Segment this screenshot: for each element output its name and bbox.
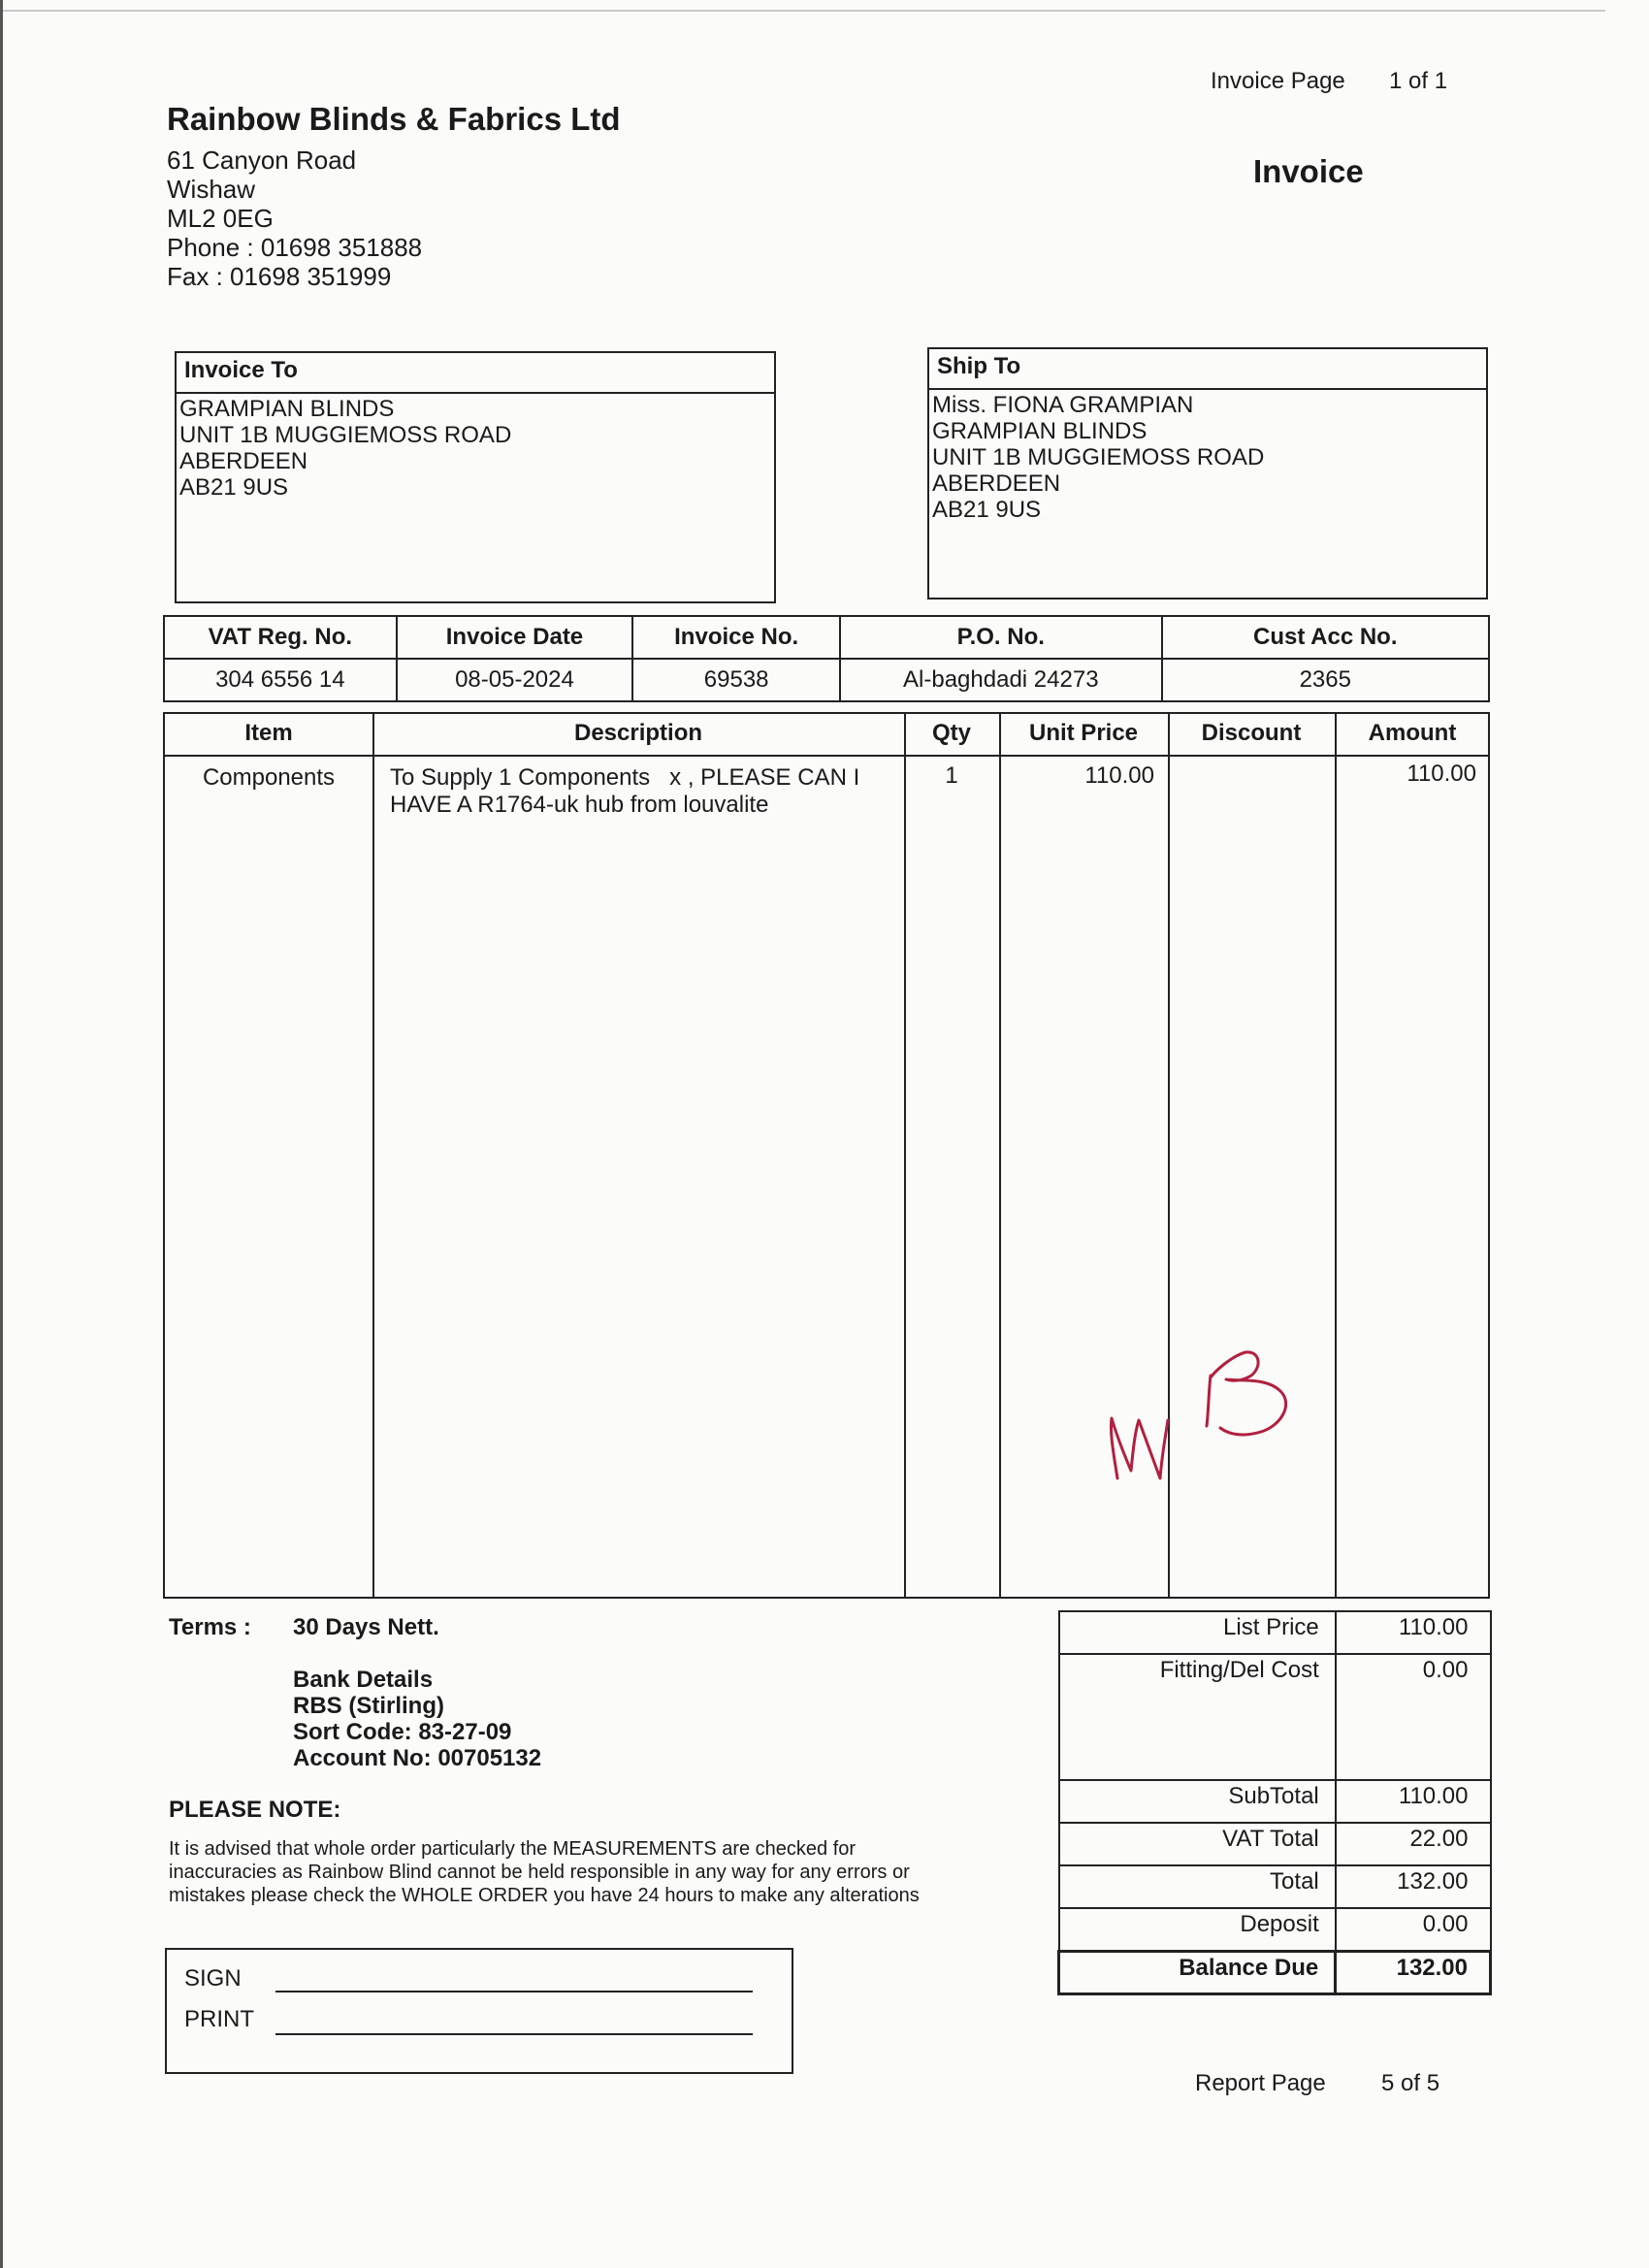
fitting-label: Fitting/Del Cost	[1059, 1654, 1336, 1780]
handwritten-initials	[1096, 1337, 1329, 1511]
totals-table	[1057, 1610, 1492, 1995]
sign-line	[275, 1991, 753, 1993]
vat-reg-value: 304 6556 14	[164, 659, 397, 701]
deposit-label: Deposit	[1059, 1908, 1336, 1951]
po-no-value: Al-baghdadi 24273	[840, 659, 1162, 701]
total-label: Total	[1059, 1865, 1336, 1908]
ship-to-box	[927, 347, 1488, 599]
please-note-text	[169, 1837, 1022, 1907]
column-divider	[999, 714, 1001, 1597]
invoice-title: Invoice	[1253, 153, 1364, 189]
item-qty: 1	[945, 762, 958, 789]
discount-header: Discount	[1201, 720, 1302, 746]
report-page-label: Report Page	[1195, 2070, 1326, 2096]
column-divider	[1335, 714, 1337, 1597]
item-unit-price: 110.00	[1084, 762, 1154, 789]
balance-due-row	[1059, 1951, 1491, 1993]
total-value: 132.00	[1336, 1865, 1491, 1908]
company-fax: Fax : 01698 351999	[167, 262, 392, 291]
bank-details-line: Bank Details	[293, 1667, 434, 1693]
please-note-line: It is advised that whole order particularly the MEASUREMENTS are checked for	[169, 1838, 857, 1860]
invoice-no-value: 69538	[632, 659, 840, 701]
invoice-to-line: GRAMPIAN BLINDS	[179, 396, 395, 422]
cust-acc-header: Cust Acc No.	[1162, 616, 1489, 659]
company-name: Rainbow Blinds & Fabrics Ltd	[167, 101, 621, 137]
scan-edge	[0, 0, 3, 2268]
ship-to-line: GRAMPIAN BLINDS	[932, 418, 1148, 444]
please-note-title: PLEASE NOTE:	[169, 1797, 341, 1823]
vat-label: VAT Total	[1059, 1823, 1336, 1865]
column-divider	[372, 714, 374, 1597]
total-row	[1059, 1865, 1491, 1908]
ship-to-title: Ship To	[929, 349, 1486, 390]
company-phone: Phone : 01698 351888	[167, 233, 423, 262]
company-address-line: Wishaw	[167, 175, 256, 204]
ship-to-line: AB21 9US	[932, 497, 1042, 523]
invoice-to-line: ABERDEEN	[179, 448, 308, 474]
unit-price-header: Unit Price	[1028, 720, 1139, 746]
bank-details-line: Account No: 00705132	[293, 1745, 542, 1771]
column-divider	[904, 714, 906, 1597]
please-note-line: inaccuracies as Rainbow Blind cannot be held responsible in any way for any errors or	[169, 1862, 910, 1883]
invoice-page-number: 1 of 1	[1389, 68, 1448, 94]
item-description-line: To Supply 1 Components x , PLEASE CAN I	[390, 764, 860, 791]
invoice-to-title: Invoice To	[177, 353, 774, 394]
invoice-meta-table	[163, 615, 1490, 702]
subtotal-row	[1059, 1780, 1491, 1823]
meta-value-row	[164, 659, 1489, 701]
sign-label: SIGN	[184, 1965, 242, 1992]
ship-to-address	[929, 390, 1486, 525]
qty-header: Qty	[931, 720, 971, 746]
description-header: Description	[573, 720, 703, 746]
balance-due-label: Balance Due	[1059, 1951, 1336, 1993]
invoice-to-line: UNIT 1B MUGGIEMOSS ROAD	[179, 422, 512, 448]
vat-reg-header: VAT Reg. No.	[164, 616, 397, 659]
list-price-value: 110.00	[1336, 1611, 1491, 1654]
print-line	[275, 2033, 753, 2035]
list-price-row	[1059, 1611, 1491, 1654]
bank-details-line: Sort Code: 83-27-09	[293, 1719, 512, 1745]
item-name: Components	[202, 764, 336, 791]
scan-edge	[0, 10, 1605, 12]
report-page-number: 5 of 5	[1381, 2070, 1440, 2096]
vat-value: 22.00	[1336, 1823, 1491, 1865]
invoice-date-value: 08-05-2024	[397, 659, 633, 701]
list-price-label: List Price	[1059, 1611, 1336, 1654]
fitting-value: 0.00	[1336, 1654, 1491, 1780]
subtotal-value: 110.00	[1336, 1780, 1491, 1823]
ship-to-line: ABERDEEN	[932, 470, 1061, 497]
company-address-line: 61 Canyon Road	[167, 146, 357, 175]
invoice-no-header: Invoice No.	[632, 616, 840, 659]
ship-to-line: Miss. FIONA GRAMPIAN	[932, 392, 1194, 418]
cust-acc-value: 2365	[1162, 659, 1489, 701]
terms-label: Terms :	[169, 1614, 251, 1640]
invoice-date-header: Invoice Date	[397, 616, 633, 659]
amount-header: Amount	[1368, 720, 1457, 746]
po-no-header: P.O. No.	[840, 616, 1162, 659]
bank-details-line: RBS (Stirling)	[293, 1693, 444, 1719]
invoice-to-box	[175, 351, 776, 603]
item-amount: 110.00	[1406, 761, 1476, 787]
header-divider	[165, 755, 1488, 757]
meta-header-row	[164, 616, 1489, 659]
deposit-row	[1059, 1908, 1491, 1951]
deposit-value: 0.00	[1336, 1908, 1491, 1951]
subtotal-label: SubTotal	[1059, 1780, 1336, 1823]
invoice-page-label: Invoice Page	[1211, 68, 1345, 94]
fitting-row	[1059, 1654, 1491, 1780]
item-description-line: HAVE A R1764-uk hub from louvalite	[390, 792, 769, 818]
sign-box	[165, 1948, 793, 2074]
item-header: Item	[244, 720, 293, 746]
invoice-to-line: AB21 9US	[179, 474, 289, 501]
terms-value: 30 Days Nett.	[293, 1614, 439, 1640]
vat-row	[1059, 1823, 1491, 1865]
company-address-line: ML2 0EG	[167, 204, 274, 233]
print-label: PRINT	[184, 2006, 254, 2032]
balance-due-value: 132.00	[1336, 1951, 1491, 1993]
ship-to-line: UNIT 1B MUGGIEMOSS ROAD	[932, 444, 1265, 470]
please-note-line: mistakes please check the WHOLE ORDER you have 24 hours to make any alterations	[169, 1885, 920, 1906]
item-description	[390, 764, 894, 819]
invoice-to-address	[177, 394, 774, 502]
